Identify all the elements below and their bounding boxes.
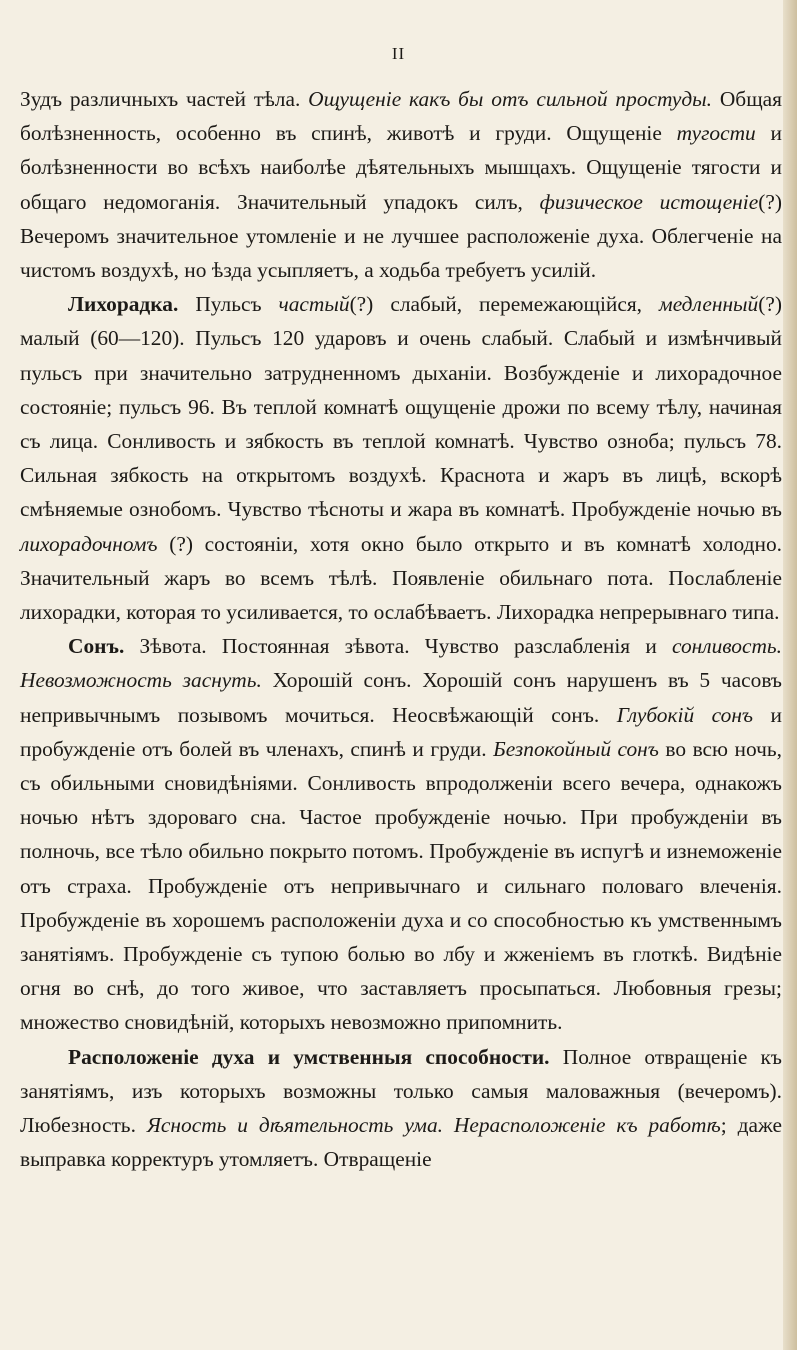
document-body	[20, 82, 782, 1177]
italic-text: Безпокойный сонъ	[493, 736, 659, 761]
text-run: и пробужденіе отъ болей въ членахъ, спинѣ и груди.	[20, 702, 783, 761]
italic-text: частый	[278, 292, 350, 317]
italic-text: Глубокій сонъ	[616, 702, 754, 727]
italic-text: медленный	[659, 292, 759, 317]
text-run: (?) слабый, перемежающійся,	[349, 292, 660, 317]
page-edge-shadow	[783, 0, 797, 1350]
text-run: Полное отвращеніе къ занятіямъ, изъ которыхъ возможны только самыя маловажныя (вечеромъ). Любезность.	[20, 1044, 782, 1138]
text-run: ; даже выправка корректуръ утомляетъ. Отвращеніе	[20, 1113, 782, 1172]
text-run: во всю ночь, съ обильными сновидѣніями. Сонливость впродолженіи всего вечера, однакожъ ночью нѣтъ здороваго сна. Частое пробужденіе ночью. При пробужденіи въ полночь, все тѣло обильно покрыто потомъ. Пробужденіе въ испугѣ и изнеможеніе отъ страха. Пробужденіе отъ непривычнаго и сильнаго половаго влеченія. Пробужденіе въ хорошемъ расположеніи духа и со способностью къ умственнымъ занятіямъ. Пробужденіе съ тупою болью во лбу и жженіемъ въ глоткѣ. Видѣніе огня во снѣ, до того живое, что заставляетъ просыпаться. Любовныя грезы; множество сновидѣній, которыхъ невозможно припомнить.	[20, 736, 782, 1035]
italic-text: тугости	[676, 121, 756, 146]
section-heading: Сонъ.	[68, 634, 125, 659]
section-heading: Расположеніе духа и умственныя способности.	[68, 1044, 550, 1069]
italic-text: сонливость. Невозможность заснуть.	[20, 634, 782, 693]
text-run: (?) малый (60—120). Пульсъ 120 ударовъ и очень слабый. Слабый и измѣнчивый пульсъ при значительно затрудненномъ дыханіи. Возбужденіе и лихорадочное состояніе; пульсъ 96. Въ теплой комнатѣ ощущеніе дрожи по всему тѣлу, начиная съ лица. Сонливость и зябкость въ теплой комнатѣ. Чувство озноба; пульсъ 78. Сильная зябкость на открытомъ воздухѣ. Краснота и жаръ въ лицѣ, вскорѣ смѣняемые ознобомъ. Чувство тѣсноты и жара въ комнатѣ. Пробужденіе ночью въ	[20, 292, 782, 522]
italic-text: лихорадочномъ	[20, 531, 158, 556]
italic-text: Ясность и дѣятельность ума. Нерасположеніе къ работѣ	[146, 1113, 721, 1138]
text-run: (?) Вечеромъ значительное утомленіе и не лучшее расположеніе духа. Облегченіе на чистомъ воздухѣ, но ѣзда усыпляетъ, а ходьба требуетъ усилій.	[20, 189, 782, 283]
text-run: Зудъ различныхъ частей тѣла.	[20, 87, 309, 111]
text-run: и болѣзненности во всѣхъ наиболѣе дѣятельныхъ мышцахъ. Ощущеніе тягости и общаго недомоганія. Значительный упадокъ силъ,	[20, 121, 782, 214]
paragraph	[20, 1040, 782, 1177]
paragraph	[20, 287, 782, 629]
page-number: II	[391, 44, 406, 63]
italic-text: физическое истощеніе	[539, 189, 759, 214]
text-run: Хорошій сонъ. Хорошій сонъ нарушенъ въ 5 часовъ непривычнымъ позывомъ мочиться. Неосвѣжающій сонъ.	[20, 668, 782, 727]
text-run: Пульсъ	[178, 292, 279, 317]
section-heading: Лихорадка.	[68, 292, 179, 317]
paragraph	[20, 629, 782, 1039]
paragraph	[20, 82, 782, 287]
text-run: Общая болѣзненность, особенно въ спинѣ, животѣ и груди. Ощущеніе	[20, 87, 782, 146]
text-run: Зѣвота. Постоянная зѣвота. Чувство разслабленія и	[124, 634, 672, 659]
text-run: (?) состояніи, хотя окно было открыто и въ комнатѣ холодно. Значительный жаръ во всемъ тѣлѣ. Появленіе обильнаго пота. Послабленіе лихорадки, которая то усиливается, то ослабѣваетъ. Лихорадка непрерывнаго типа.	[20, 531, 782, 625]
italic-text: Ощущеніе какъ бы отъ сильной простуды.	[308, 87, 713, 111]
